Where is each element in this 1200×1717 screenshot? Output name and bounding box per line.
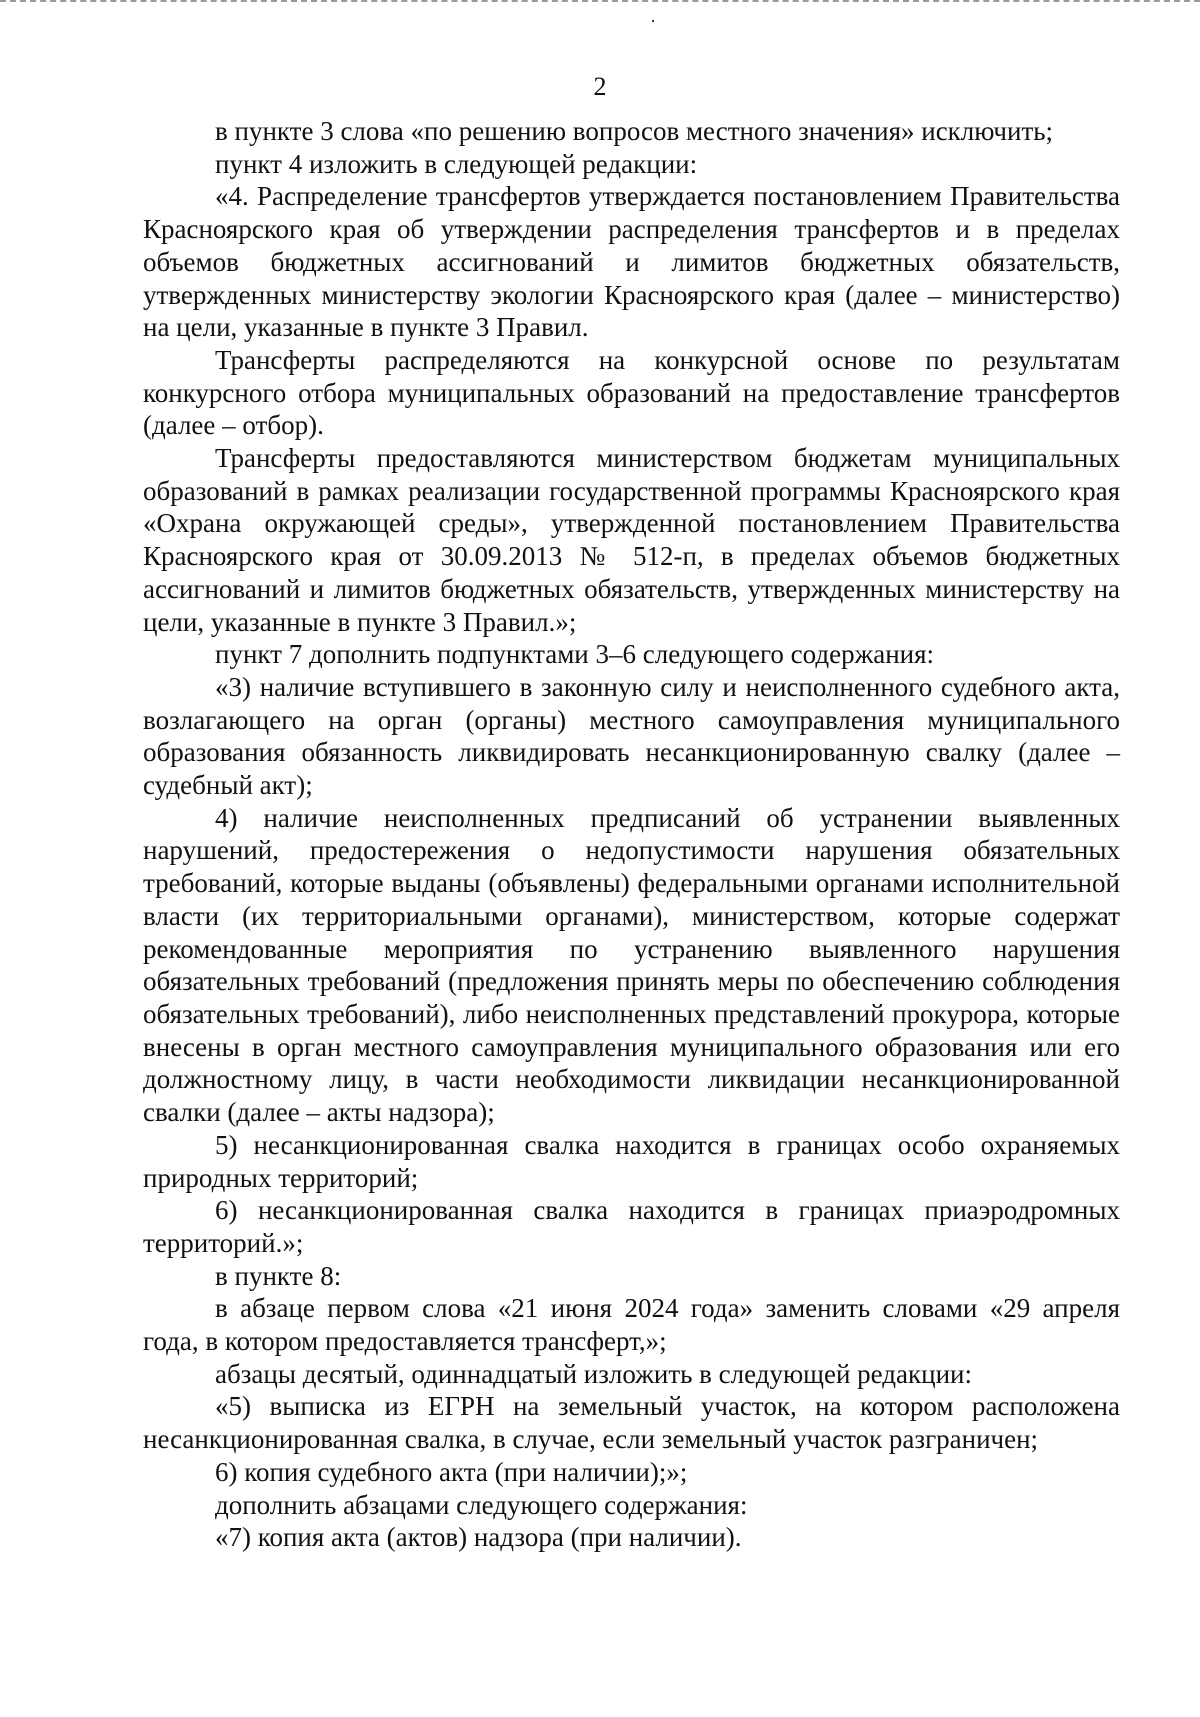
paragraph: «7) копия акта (актов) надзора (при наличии). [215,1522,742,1553]
paragraph: 6) копия судебного акта (при наличии);»; [215,1456,688,1487]
paragraph: в пункте 8: [215,1260,342,1291]
page-number: 2 [593,72,607,101]
paragraph: пункт 4 изложить в следующей редакции: [215,148,698,179]
paragraph: пункт 7 дополнить подпунктами 3–6 следующего содержания: [215,639,935,670]
paragraph: дополнить абзацами следующего содержания: [215,1489,748,1520]
paragraph: Трансферты распределяются на конкурсной основе по результатам конкурсного отбора муниципальных образований на предоставление трансфертов (далее – отбор). [143,344,1120,441]
paragraph: в абзаце первом слова «21 июня 2024 года» заменить словами «29 апреля года, в котором предоставляется трансферт,»; [143,1293,1120,1357]
paragraph: 6) несанкционированная свалка находится в границах приаэродромных территорий.»; [143,1195,1120,1258]
paragraph: «5) выписка из ЕГРН на земельный участок, на котором расположена несанкционированная свалка, в случае, если земельный участок разграничен; [143,1391,1120,1455]
paragraph: «4. Распределение трансфертов утверждается постановлением Правительства Красноярского края об утверждении распределения трансфертов и в пределах объемов бюджетных ассигнований и лимитов бюджетных обязательств, утвержденных министерству экологии Красноярского края (далее – министерство) на цели, указанные в пункте 3 Правил. [143,181,1120,343]
paragraph: Трансферты предоставляются министерством бюджетам муниципальных образований в рамках реализации государственной программы Красноярского края «Охрана окружающей среды», утвержденной постановлением Правительства Красноярского края от 30.09.2013 № 512-п, в пределах объемов бюджетных ассигнований и лимитов бюджетных обязательств, утвержденных министерству на цели, указанные в пункте 3 Правил.»; [143,443,1120,637]
scan-top-edge [0,0,1200,2]
paragraph: 5) несанкционированная свалка находится в границах особо охраняемых природных территорий; [143,1129,1120,1193]
paragraph: абзацы десятый, одиннадцатый изложить в следующей редакции: [215,1358,972,1389]
paragraph: «3) наличие вступившего в законную силу и неисполненного судебного акта, возлагающего на орган (органы) местного самоуправления муниципального образования обязанность ликвидировать несанкционированную свалку (далее – судебный акт); [143,671,1120,801]
paragraph: в пункте 3 слова «по решению вопросов местного значения» исключить; [215,116,1054,146]
document-body [143,115,1120,1554]
scan-speck [652,20,654,22]
paragraph: 4) наличие неисполненных предписаний об устранении выявленных нарушений, предостережения о недопустимости нарушения обязательных требований, которые выданы (объявлены) федеральными органами исполнительной власти (их территориальными органами), министерством, которые содержат рекомендованные мероприятия по устранению выявленного нарушения обязательных требований (предложения принять меры по обеспечению соблюдения обязательных требований), либо неисполненных представлений прокурора, которые внесены в орган местного самоуправления муниципального образования или его должностному лицу, в части необходимости ликвидации несанкционированной свалки (далее – акты надзора); [143,802,1120,1128]
